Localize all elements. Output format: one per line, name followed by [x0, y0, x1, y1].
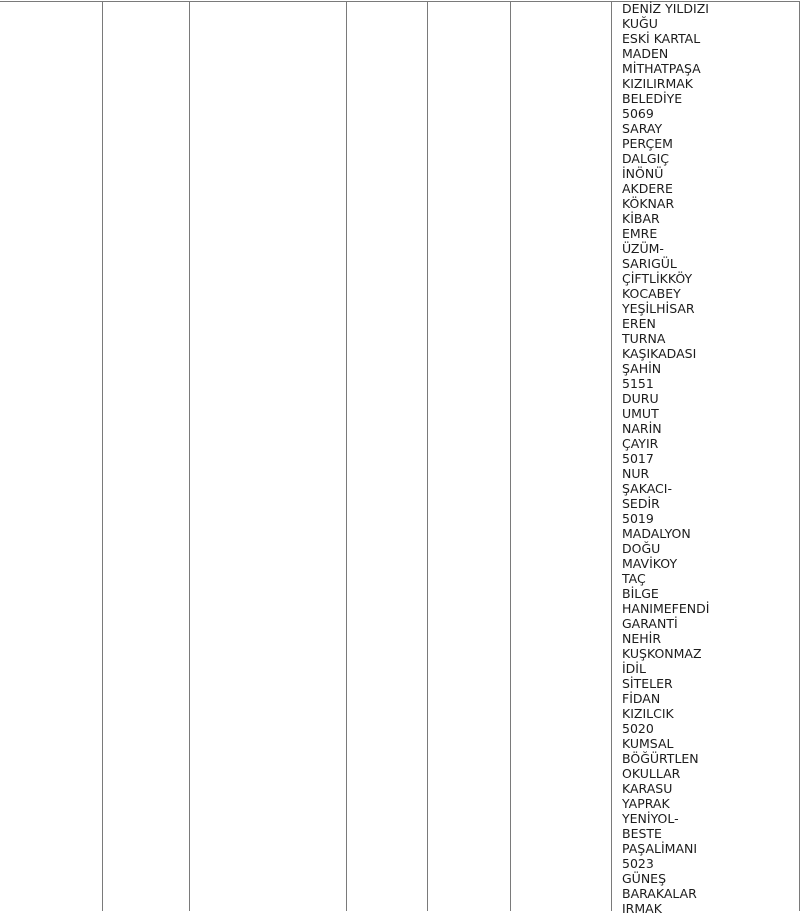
list-item: ÇAYIR	[622, 436, 659, 451]
list-item: 5017	[622, 451, 654, 466]
list-item: SARIGÜL	[622, 256, 677, 271]
list-item: BELEDİYE	[622, 91, 683, 106]
list-item: 5019	[622, 511, 654, 526]
list-item: 5020	[622, 721, 654, 736]
list-item: ESKİ KARTAL	[622, 31, 701, 46]
list-item: NUR	[622, 466, 650, 481]
names-cell	[611, 0, 800, 916]
list-item: MAVİKOY	[622, 556, 678, 571]
list-item: DOĞU	[622, 541, 661, 556]
column-divider-4	[427, 1, 428, 911]
column-divider-3	[346, 1, 347, 911]
list-item: ŞAKACI-	[622, 481, 672, 496]
list-item: MADALYON	[622, 526, 691, 541]
list-item: 5069	[622, 106, 654, 121]
list-item: EMRE	[622, 226, 658, 241]
list-item: BARAKALAR	[622, 886, 697, 901]
list-item: MADEN	[622, 46, 669, 61]
list-item: SARAY	[622, 121, 663, 136]
list-item: UMUT	[622, 406, 659, 421]
list-item: OKULLAR	[622, 766, 681, 781]
column-divider-1	[102, 1, 103, 911]
list-item: 5151	[622, 376, 654, 391]
list-item: FİDAN	[622, 691, 661, 706]
column-divider-5	[510, 1, 511, 911]
list-item: ÜZÜM-	[622, 241, 664, 256]
list-item: KOCABEY	[622, 286, 681, 301]
list-item: HANIMEFENDİ	[622, 601, 710, 616]
list-item: GARANTİ	[622, 616, 678, 631]
list-item: İNÖNÜ	[622, 166, 664, 181]
list-item: TURNA	[622, 331, 666, 346]
list-item: KARASU	[622, 781, 673, 796]
list-item: PERÇEM	[622, 136, 673, 151]
list-item: YEŞİLHİSAR	[622, 301, 695, 316]
list-item: KUMSAL	[622, 736, 674, 751]
list-item: SEDİR	[622, 496, 660, 511]
list-item: ŞAHİN	[622, 361, 662, 376]
column-divider-2	[189, 1, 190, 911]
list-item: KAŞIKADASI	[622, 346, 697, 361]
list-item: MİTHATPAŞA	[622, 61, 701, 76]
list-item: BÖĞÜRTLEN	[622, 751, 699, 766]
list-item: TAÇ	[622, 571, 646, 586]
list-item: NARİN	[622, 421, 662, 436]
names-list	[622, 1, 709, 916]
list-item: DALGIÇ	[622, 151, 670, 166]
list-item: SİTELER	[622, 676, 673, 691]
list-item: AKDERE	[622, 181, 673, 196]
list-item: KIZILCIK	[622, 706, 674, 721]
list-item: GÜNEŞ	[622, 871, 667, 886]
list-item: PAŞALİMANI	[622, 841, 698, 856]
list-item: İDİL	[622, 661, 646, 676]
list-item: 5023	[622, 856, 654, 871]
list-item: YAPRAK	[622, 796, 670, 811]
list-item: KIZILIRMAK	[622, 76, 694, 91]
list-item: KİBAR	[622, 211, 660, 226]
list-item: DURU	[622, 391, 659, 406]
list-item: KÖKNAR	[622, 196, 675, 211]
list-item: ÇİFTLİKKÖY	[622, 271, 693, 286]
list-item: KUŞKONMAZ	[622, 646, 702, 661]
list-item: NEHİR	[622, 631, 662, 646]
list-item: IRMAK	[622, 901, 662, 916]
list-item: BİLGE	[622, 586, 659, 601]
list-item: DENİZ YILDIZI	[622, 1, 709, 16]
list-item: KUĞU	[622, 16, 658, 31]
list-item: EREN	[622, 316, 656, 331]
list-item: YENİYOL-	[622, 811, 679, 826]
list-item: BESTE	[622, 826, 662, 841]
